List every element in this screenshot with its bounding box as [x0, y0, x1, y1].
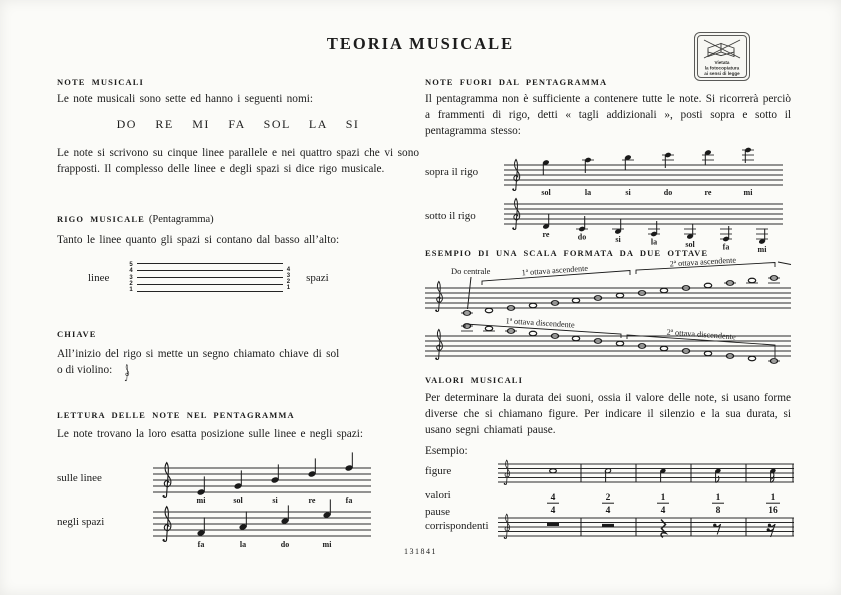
line-number: 1	[129, 287, 133, 293]
fraction-den: 4	[660, 506, 666, 516]
note-label: mi	[743, 188, 753, 197]
line-number: 4	[129, 268, 133, 275]
five-lines	[137, 263, 283, 293]
treble-clef-icon	[119, 363, 139, 393]
space-number: 4	[286, 266, 291, 273]
staff-sotto-il-rigo	[498, 196, 790, 254]
heading-scala-due-ottave: ESEMPIO DI UNA SCALA FORMATA DA DUE OTTAVE	[425, 248, 709, 258]
space-number: 2	[286, 278, 291, 285]
staff-lines-diagram	[88, 262, 329, 293]
note-label: fa	[197, 540, 205, 549]
fraction-num: 1	[660, 493, 666, 503]
no-photocopy-stamp	[694, 32, 750, 81]
space-number: 1	[286, 284, 291, 291]
heading-note: (Pentagramma)	[148, 214, 214, 225]
heading-chiave: CHIAVE	[57, 329, 97, 339]
crossed-book-icon	[699, 37, 745, 77]
paragraph: Le note si scrivono su cinque linee parallele e nei quattro spazi che vi sono frapposti. Il complesso delle linee e degli spazi si dice rigo musicale.	[57, 147, 419, 176]
plate-number: 131841	[404, 547, 437, 556]
stamp-line: ai sensi di legge	[704, 70, 740, 76]
valori-label: valori	[425, 489, 451, 501]
paragraph: Il pentagramma non è sufficiente a contenere tutte le note. Si ricorrerà perciò a frammenti di rigo, detti « tagli addizionali », posti sopra e sotto il pentagramma stesso:	[425, 93, 791, 138]
ottava-label: 2ª ottava discendente	[666, 327, 736, 342]
note-label: la	[584, 188, 592, 197]
ottava-label: 1ª ottava ascendente	[521, 263, 589, 278]
note-label: la	[650, 237, 658, 247]
paragraph: Per determinare la durata dei suoni, ossia il valore delle note, si usano forme diverse che si chiamano figure. Per indicare il silenzio e la sua durata, si usano segni chiamati pause.	[425, 392, 791, 437]
note-label: fa	[345, 496, 353, 505]
stamp-line: la fotocopiatura	[704, 65, 740, 71]
staff-sulle-linee	[143, 460, 378, 506]
negli-spazi-label: negli spazi	[57, 516, 105, 528]
fraction-num: 1	[770, 493, 776, 503]
fraction-den: 4	[550, 506, 556, 516]
heading-lettura: LETTURA DELLE NOTE NEL PENTAGRAMMA	[57, 410, 295, 420]
note-names-line: DO RE MI FA SOL LA SI	[116, 117, 360, 131]
fraction-num: 1	[715, 493, 721, 503]
page-title: TEORIA MUSICALE	[326, 34, 515, 53]
note-label: si	[272, 496, 278, 505]
paragraph: Tanto le linee quanto gli spazi si contano dal basso all’alto:	[57, 234, 340, 246]
paragraph: Le note musicali sono sette ed hanno i seguenti nomi:	[57, 93, 314, 105]
space-numbers	[287, 267, 290, 289]
pause-label: pause	[425, 506, 451, 518]
staff-negli-spazi	[143, 504, 378, 550]
half-rest-icon	[602, 524, 614, 527]
spazi-label: spazi	[306, 271, 329, 284]
staff-sopra-il-rigo	[498, 145, 790, 201]
note-label: la	[239, 540, 247, 549]
note-label: sol	[233, 496, 243, 505]
note-label: mi	[757, 245, 767, 254]
note-label: do	[280, 540, 290, 549]
note-label: re	[704, 188, 712, 197]
note-label: mi	[322, 540, 332, 549]
space-number: 3	[286, 272, 291, 279]
heading-fuori-pentagramma: NOTE FUORI DAL PENTAGRAMMA	[425, 77, 608, 87]
sotto-il-rigo-label: sotto il rigo	[425, 210, 476, 222]
whole-rest-icon	[547, 523, 559, 526]
fraction-den: 16	[768, 506, 778, 516]
line-number: 5	[129, 262, 133, 268]
esempio-label: Esempio:	[425, 445, 468, 457]
clef-example-line	[57, 364, 139, 393]
linee-label: linee	[88, 271, 110, 284]
stamp-line: Vietata	[714, 60, 730, 65]
heading-text: RIGO MUSICALE	[57, 214, 145, 224]
paragraph: Le note trovano la loro esatta posizione sulle linee e negli spazi:	[57, 428, 364, 440]
note-label: re	[542, 230, 550, 239]
staff-scala-discendente	[425, 318, 791, 370]
valori-table	[496, 456, 796, 544]
note-label: si	[615, 235, 621, 244]
fraction-den: 8	[715, 506, 721, 516]
note-label: mi	[196, 496, 206, 505]
note-label: sol	[685, 240, 695, 249]
note-label: do	[577, 232, 587, 242]
sulle-linee-label: sulle linee	[57, 472, 102, 484]
line-numbers	[129, 262, 132, 293]
note-label: sol	[541, 188, 551, 197]
note-label: re	[308, 496, 316, 505]
corrispondenti-label: corrispondenti	[425, 520, 489, 532]
note-label: fa	[722, 242, 730, 252]
sopra-il-rigo-label: sopra il rigo	[425, 166, 479, 178]
ottava-label: 1ª ottava discendente	[505, 316, 575, 330]
paragraph: o di violino:	[57, 364, 113, 376]
heading-rigo-musicale	[57, 214, 214, 225]
fraction-num: 2	[605, 493, 611, 503]
line-number: 3	[129, 274, 133, 281]
figure-label: figure	[425, 465, 452, 477]
line-number: 2	[129, 280, 133, 287]
fraction-num: 4	[550, 493, 556, 503]
fraction-den: 4	[605, 506, 611, 516]
note-label: do	[663, 188, 673, 197]
note-label: si	[625, 188, 631, 197]
staff-scala-ascendente	[425, 255, 791, 320]
paragraph: All’inizio del rigo si mette un segno chiamato chiave di sol	[57, 348, 340, 360]
heading-note-musicali: NOTE MUSICALI	[57, 77, 144, 87]
do-centrale-label: Do centrale	[451, 266, 491, 276]
ottava-label: 2ª ottava ascendente	[669, 255, 737, 269]
heading-valori-musicali: VALORI MUSICALI	[425, 375, 523, 385]
